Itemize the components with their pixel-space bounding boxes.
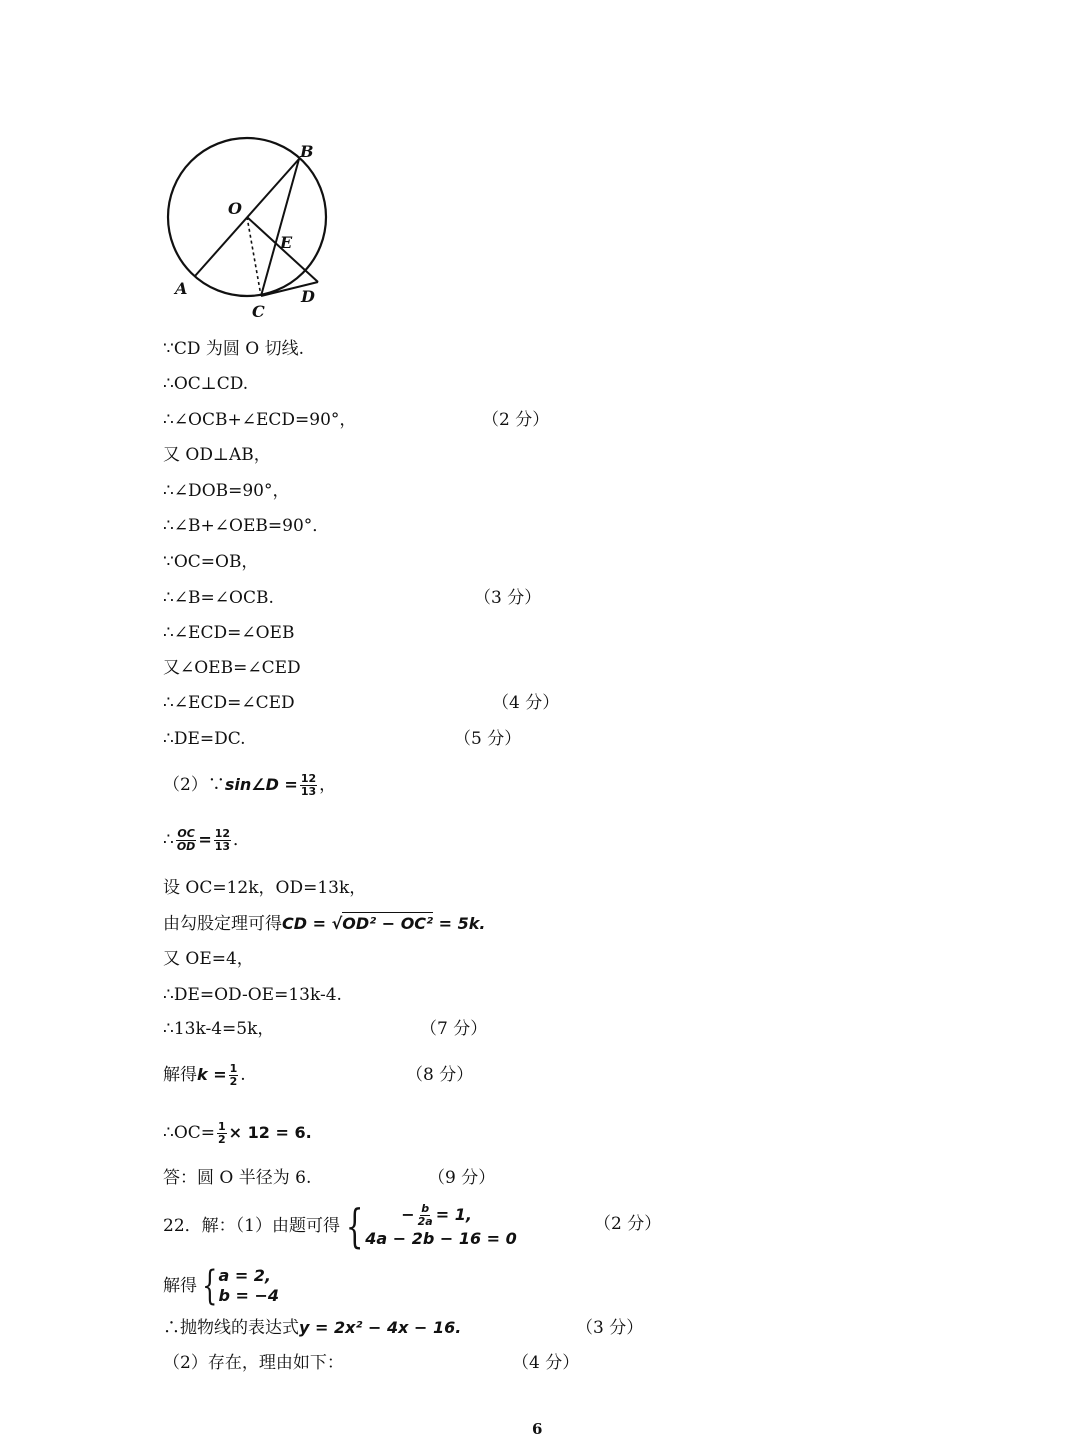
solve-k-expression: k = xyxy=(197,1065,227,1084)
solve-k-text: 解得 xyxy=(163,1065,197,1085)
proof-line-10: 又∠OEB=∠CED xyxy=(163,658,301,678)
proof-line-11: ∴∠ECD=∠CED xyxy=(163,693,295,713)
answer-line: 答：圆 O 半径为 6. xyxy=(163,1168,312,1188)
sin-suffix: ， xyxy=(319,775,337,795)
proof-line-7: ∵OC=OB， xyxy=(163,552,259,572)
proof-line-3: ∴∠OCB+∠ECD=90°， xyxy=(163,410,357,430)
solve-k-numerator: 1 xyxy=(229,1062,238,1075)
oc-result-line xyxy=(163,1116,312,1150)
sys1-minus: − xyxy=(401,1204,415,1224)
left-brace-2: { xyxy=(202,1263,218,1309)
parabola-text: ∴抛物线的表达式 xyxy=(163,1318,299,1338)
q22-solution-system xyxy=(197,1263,279,1309)
label-a: A xyxy=(175,279,188,298)
sin-denominator: 13 xyxy=(300,785,317,798)
oe-line: 又 OE=4， xyxy=(163,949,254,969)
ratio-numerator: OC xyxy=(177,827,195,840)
sys1-equals: = 1, xyxy=(435,1204,472,1224)
q22-intro: 22．解：（1）由题可得 xyxy=(163,1216,340,1236)
proof-line-4: 又 OD⊥AB， xyxy=(163,445,271,465)
score-8: （8 分） xyxy=(406,1065,474,1085)
parabola-expression-line xyxy=(163,1316,461,1340)
ratio-denominator-2: 13 xyxy=(214,840,231,853)
ratio-prefix: ∴ xyxy=(163,830,174,850)
sin-line xyxy=(163,768,336,802)
oc-expression: × 12 = 6. xyxy=(228,1123,312,1142)
parabola-formula: y = 2x² − 4x − 16. xyxy=(299,1318,462,1337)
solve-k-denominator: 2 xyxy=(229,1075,238,1088)
pythagoras-text: 由勾股定理可得 xyxy=(163,914,282,934)
sys2-line1: a = 2, xyxy=(218,1266,272,1285)
ratio-line xyxy=(163,823,250,857)
oc-numerator: 1 xyxy=(218,1120,226,1133)
proof-line-5: ∴∠DOB=90°， xyxy=(163,481,290,501)
de-line: ∴DE=OD-OE=13k-4. xyxy=(163,985,342,1005)
q22-score-2: （2 分） xyxy=(594,1214,662,1234)
score-4: （4 分） xyxy=(492,693,560,713)
proof-line-6: ∴∠B+∠OEB=90°． xyxy=(163,516,330,536)
proof-line-1: ∵CD 为圆 O 切线. xyxy=(163,339,305,359)
pythagoras-cd: CD = √ xyxy=(282,914,343,933)
label-o: O xyxy=(228,199,242,218)
sin-expression: sin∠D = xyxy=(224,775,298,794)
label-e: E xyxy=(280,233,293,252)
score-5: （5 分） xyxy=(454,729,522,749)
q22-score-3: （3 分） xyxy=(576,1318,644,1338)
proof-line-2: ∴OC⊥CD. xyxy=(163,374,249,394)
proof-line-12: ∴DE=DC. xyxy=(163,729,246,749)
equation-line: ∴13k-4=5k， xyxy=(163,1019,275,1039)
q22-solve-text: 解得 xyxy=(163,1276,197,1296)
proof-line-8: ∴∠B=∠OCB. xyxy=(163,588,274,608)
left-brace: { xyxy=(345,1199,364,1253)
pythagoras-line xyxy=(163,910,485,938)
label-d: D xyxy=(301,287,315,306)
sin-prefix: （2）∵ xyxy=(163,775,225,795)
oc-prefix: ∴OC= xyxy=(163,1123,216,1143)
score-3: （3 分） xyxy=(474,588,542,608)
score-9: （9 分） xyxy=(428,1168,496,1188)
q22-equation-system xyxy=(340,1199,517,1253)
q22-score-4: （4 分） xyxy=(512,1353,580,1373)
pythagoras-result: = 5k. xyxy=(433,914,486,933)
q22-part2-line: （2）存在，理由如下： xyxy=(163,1353,344,1373)
circle-geometry-diagram xyxy=(160,132,350,327)
ratio-equals: = xyxy=(198,830,212,849)
ratio-numerator-2: 12 xyxy=(214,827,231,840)
pythagoras-radicand: OD² − OC² xyxy=(342,914,434,933)
sys1-line2: 4a − 2b − 16 = 0 xyxy=(365,1228,517,1248)
score-2: （2 分） xyxy=(482,410,550,430)
sys1-numerator: b xyxy=(421,1201,430,1215)
score-7: （7 分） xyxy=(420,1019,488,1039)
solve-k-suffix: . xyxy=(240,1065,246,1085)
solve-k-fraction xyxy=(229,1063,239,1088)
sin-fraction xyxy=(300,773,317,798)
oc-fraction xyxy=(217,1121,227,1146)
set-k-line: 设 OC=12k，OD=13k， xyxy=(163,878,367,898)
sin-numerator: 12 xyxy=(300,772,317,785)
label-c: C xyxy=(252,302,265,321)
solve-k-line xyxy=(163,1058,246,1092)
ratio-fraction-12-13 xyxy=(214,828,231,853)
q22-solution-line xyxy=(163,1260,279,1312)
ratio-denominator: OD xyxy=(176,840,196,853)
label-b: B xyxy=(300,142,314,161)
sys2-line2: b = −4 xyxy=(218,1286,279,1305)
ratio-suffix: ． xyxy=(233,830,251,850)
q22-system-line xyxy=(163,1196,517,1256)
sys1-denominator: 2a xyxy=(417,1214,433,1228)
ratio-fraction-oc-od xyxy=(176,828,196,853)
oc-denominator: 2 xyxy=(218,1133,226,1146)
sys1-fraction xyxy=(417,1203,434,1228)
page-number: 6 xyxy=(532,1420,543,1438)
proof-line-9: ∴∠ECD=∠OEB xyxy=(163,623,295,643)
